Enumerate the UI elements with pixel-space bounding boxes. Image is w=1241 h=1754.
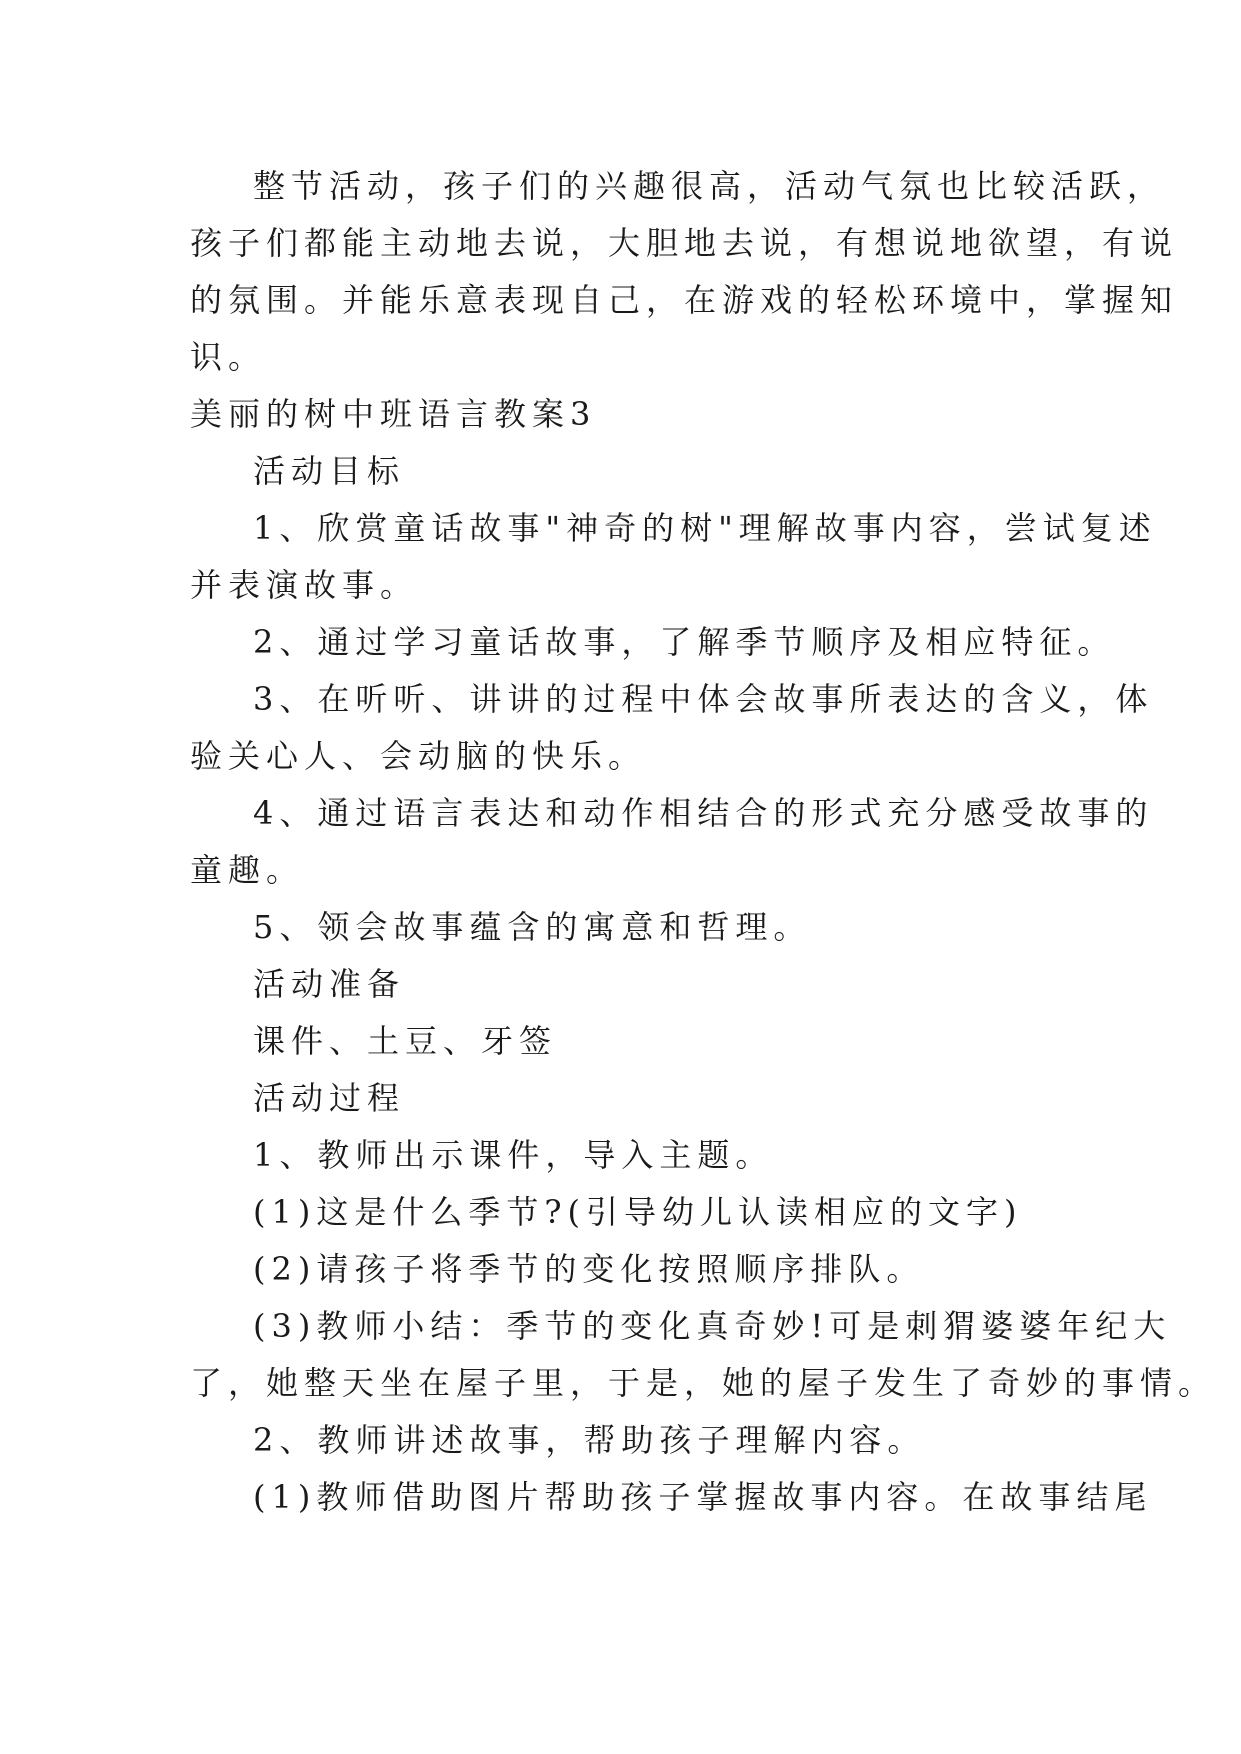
process-substep-cont: 了，她整天坐在屋子里，于是，她的屋子发生了奇妙的事情。 [190, 1364, 1217, 1402]
goal-item-3-cont: 验关心人、会动脑的快乐。 [190, 737, 647, 775]
preparation-items: 课件、土豆、牙签 [253, 1022, 558, 1060]
process-substep: (3)教师小结：季节的变化真奇妙!可是刺猬婆婆年纪大 [253, 1307, 1172, 1345]
goal-item-3: 3、在听听、讲讲的过程中体会故事所表达的含义，体 [253, 680, 1154, 718]
paragraph-line: 识。 [190, 338, 267, 376]
paragraph-line: 整节活动，孩子们的兴趣很高，活动气氛也比较活跃， [253, 167, 1166, 205]
process-substep: (2)请孩子将季节的变化按照顺序排队。 [253, 1250, 925, 1288]
subheading-preparation: 活动准备 [253, 965, 406, 1003]
goal-item-1: 1、欣赏童话故事"神奇的树"理解故事内容，尝试复述 [253, 509, 1157, 547]
goal-item-1-cont: 并表演故事。 [190, 566, 419, 604]
process-substep: (1)这是什么季节?(引导幼儿认读相应的文字) [253, 1193, 1023, 1231]
process-substep: (1)教师借助图片帮助孩子掌握故事内容。在故事结尾 [253, 1478, 1153, 1516]
paragraph-line: 的氛围。并能乐意表现自己，在游戏的轻松环境中，掌握知 [190, 281, 1179, 319]
paragraph-line: 孩子们都能主动地去说，大胆地去说，有想说地欲望，有说 [190, 224, 1179, 262]
goal-item-4: 4、通过语言表达和动作相结合的形式充分感受故事的 [253, 794, 1154, 832]
goal-item-4-cont: 童趣。 [190, 851, 305, 889]
subheading-process: 活动过程 [253, 1079, 406, 1117]
goal-item-5: 5、领会故事蕴含的寓意和哲理。 [253, 908, 812, 946]
goal-item-2: 2、通过学习童话故事，了解季节顺序及相应特征。 [253, 623, 1116, 661]
process-step-2: 2、教师讲述故事，帮助孩子理解内容。 [253, 1421, 926, 1459]
section-title: 美丽的树中班语言教案3 [190, 395, 597, 433]
subheading-goals: 活动目标 [253, 452, 406, 490]
process-step-1: 1、教师出示课件，导入主题。 [253, 1136, 774, 1174]
